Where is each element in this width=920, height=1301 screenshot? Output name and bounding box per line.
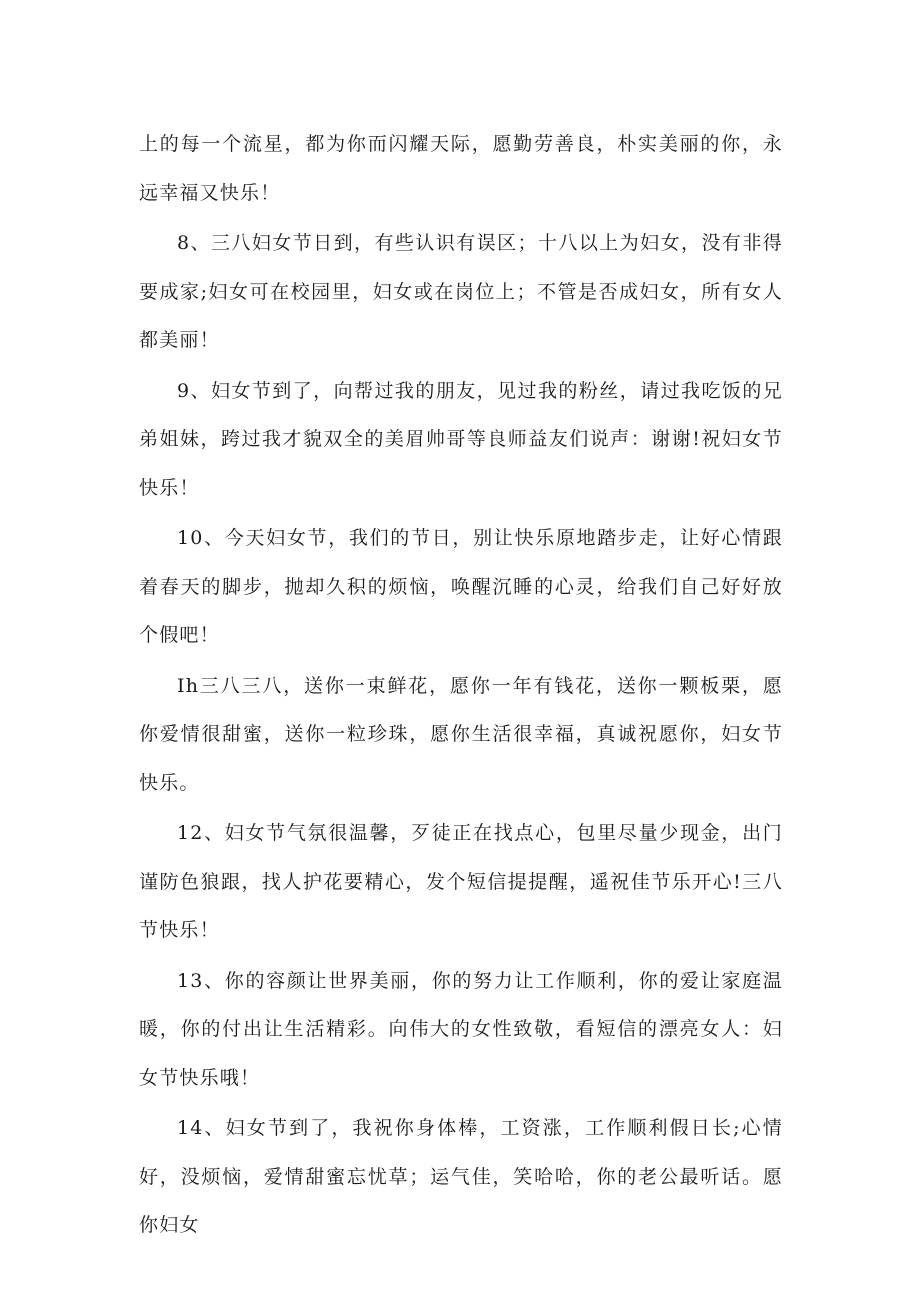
paragraph-item-8: 8、三八妇女节日到，有些认识有误区；十八以上为妇女，没有非得要成家;妇女可在校园里，妇女或在岗位上；不管是否成妇女，所有女人都美丽！ <box>139 232 783 351</box>
paragraph-item-11: Ih三八三八，送你一束鲜花，愿你一年有钱花，送你一颗板栗，愿你爱情很甜蜜，送你一粒珍珠，愿你生活很幸福，真诚祝愿你，妇女节快乐。 <box>139 674 783 794</box>
paragraph-item-14: 14、妇女节到了，我祝你身体棒，工资涨，工作顺利假日长;心情好，没烦恼，爱情甜蜜忘忧草；运气佳，笑哈哈，你的老公最听话。愿你妇女 <box>139 1117 783 1236</box>
document-body <box>139 120 783 1252</box>
paragraph-item-10: 10、今天妇女节，我们的节日，别让快乐原地踏步走，让好心情跟着春天的脚步，抛却久积的烦恼，唤醒沉睡的心灵，给我们自己好好放个假吧！ <box>139 527 783 646</box>
paragraph-continuation: 上的每一个流星，都为你而闪耀天际，愿勤劳善良，朴实美丽的你，永远幸福又快乐！ <box>139 133 783 204</box>
paragraph-item-9: 9、妇女节到了，向帮过我的朋友，见过我的粉丝，请过我吃饭的兄弟姐妹，跨过我才貌双全的美眉帅哥等良师益友们说声：谢谢!祝妇女节快乐！ <box>139 379 783 499</box>
paragraph-item-12: 12、妇女节气氛很温馨，歹徒正在找点心，包里尽量少现金，出门谨防色狼跟，找人护花要精心，发个短信提提醒，遥祝佳节乐开心!三八节快乐！ <box>139 822 783 941</box>
paragraph-item-13: 13、你的容颜让世界美丽，你的努力让工作顺利，你的爱让家庭温暖，你的付出让生活精彩。向伟大的女性致敬，看短信的漂亮女人：妇女节快乐哦！ <box>139 969 783 1089</box>
